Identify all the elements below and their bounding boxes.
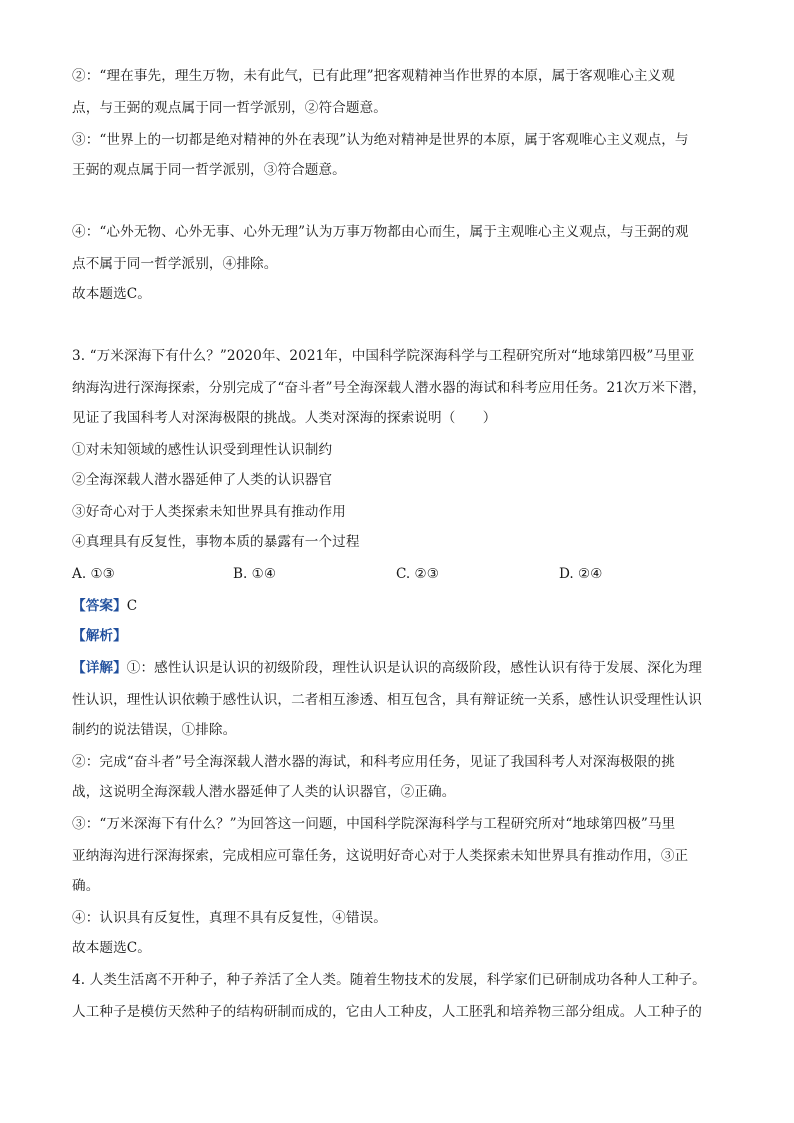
option-d: D. ②④ <box>559 566 603 582</box>
option-b: B. ①④ <box>233 566 277 582</box>
detail-item-1-line-1: ①：感性认识是认识的初级阶段，理性认识是认识的高级阶段，感性认识有待于发展、深化为理 <box>126 660 702 676</box>
question-3-statement-3: ③好奇心对于人类探索未知世界具有推动作用 <box>72 504 346 520</box>
question-3-options <box>72 564 722 584</box>
detail-item-1-line-2: 性认识，理性认识依赖于感性认识，二者相互渗透、相互包含，具有辩证统一关系，感性认识受理性认识 <box>72 692 702 708</box>
option-a: A. ①③ <box>72 566 115 582</box>
detail-item-2-line-1: ②：完成“奋斗者”号全海深载人潜水器的海试，和科考应用任务，见证了我国科考人对深海极限的挑 <box>72 754 675 770</box>
answer-label: 【答案】 <box>72 598 127 614</box>
detail-label: 【详解】 <box>72 660 127 676</box>
question-3-statement-2: ②全海深载人潜水器延伸了人类的认识器官 <box>72 472 333 488</box>
question-3-stem-line-1: 3. “万米深海下有什么？”2020年、2021年，中国科学院深海科学与工程研究所对“地球第四极”马里亚 <box>72 348 695 364</box>
detail-item-1-line-3: 制约的说法错误，①排除。 <box>72 722 237 738</box>
analysis-item-4-line-2: 点不属于同一哲学派别，④排除。 <box>72 256 278 272</box>
analysis-conclusion: 故本题选C。 <box>72 286 151 302</box>
answer-row <box>72 596 722 616</box>
detail-line-1 <box>72 658 722 678</box>
detail-item-2-line-2: 战，这说明全海深载人潜水器延伸了人类的认识器官，②正确。 <box>72 784 456 800</box>
analysis-item-4-line-1: ④：“心外无物、心外无事、心外无理”认为万事万物都由心而生，属于主观唯心主义观点，与王弼的观 <box>72 224 689 240</box>
question-3-statement-4: ④真理具有反复性，事物本质的暴露有一个过程 <box>72 534 360 550</box>
analysis-item-2-line-2: 点，与王弼的观点属于同一哲学派别，②符合题意。 <box>72 100 387 116</box>
detail-item-3-line-3: 确。 <box>72 878 100 894</box>
option-c: C. ②③ <box>396 566 439 582</box>
question-4-stem-line-1: 4. 人类生活离不开种子，种子养活了全人类。随着生物技术的发展，科学家们已研制成功各种人工种子。 <box>72 972 706 988</box>
analysis-label: 【解析】 <box>72 628 127 644</box>
question-3-stem-line-3: 见证了我国科考人对深海极限的挑战。人类对深海的探索说明（ ） <box>72 410 497 426</box>
detail-item-3-line-1: ③：“万米深海下有什么？”为回答这一问题，中国科学院深海科学与工程研究所对“地球第四极”马里 <box>72 816 676 832</box>
question-3-stem-line-2: 纳海沟进行深海探索，分别完成了“奋斗者”号全海深载人潜水器的海试和科考应用任务。21次万米下潜， <box>72 380 707 396</box>
analysis-item-2-line-1: ②：“理在事先，理生万物，未有此气，已有此理”把客观精神当作世界的本原，属于客观唯心主义观 <box>72 68 675 84</box>
detail-item-3-line-2: 亚纳海沟进行深海探索，完成相应可靠任务，这说明好奇心对于人类探索未知世界具有推动作用，③正 <box>72 848 689 864</box>
analysis-row <box>72 626 722 646</box>
detail-item-4: ④：认识具有反复性，真理不具有反复性，④错误。 <box>72 910 387 926</box>
analysis-item-3-line-1: ③：“世界上的一切都是绝对精神的外在表现”认为绝对精神是世界的本原，属于客观唯心主义观点，与 <box>72 132 689 148</box>
question-3-statement-1: ①对未知领域的感性认识受到理性认识制约 <box>72 442 333 458</box>
question-3-conclusion: 故本题选C。 <box>72 940 151 956</box>
answer-value: C <box>126 598 138 614</box>
question-4-stem-line-2: 人工种子是模仿天然种子的结构研制而成的，它由人工种皮，人工胚乳和培养物三部分组成。人工种子的 <box>72 1004 702 1020</box>
analysis-item-3-line-2: 王弼的观点属于同一哲学派别，③符合题意。 <box>72 162 346 178</box>
